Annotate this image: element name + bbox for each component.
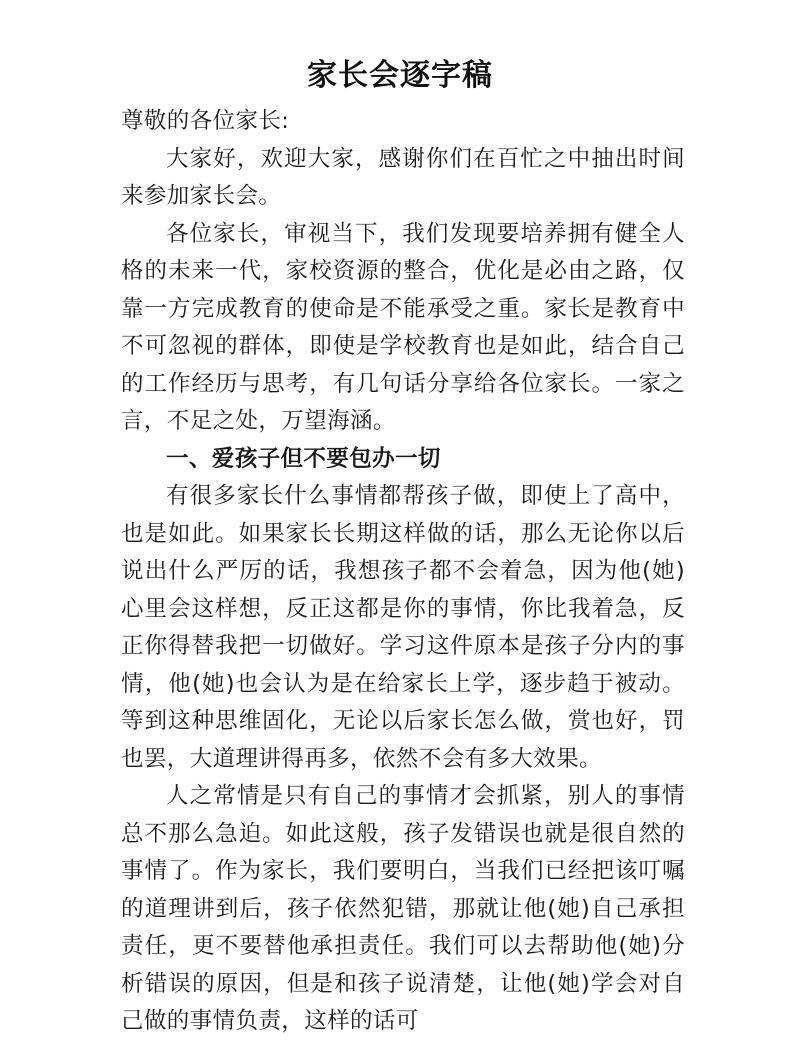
paragraph-welcome: 大家好，欢迎大家，感谢你们在百忙之中抽出时间来参加家长会。 (121, 145, 685, 209)
document-title: 家长会逐字稿 (307, 58, 493, 94)
greeting-line: 尊敬的各位家长: (121, 108, 290, 134)
document-body (121, 103, 685, 1041)
paragraph-section-one: 有很多家长什么事情都帮孩子做，即使上了高中，也是如此。如果家长长期这样做的话，那么无论你以后说出什么严厉的话，我想孩子都不会着急，因为他(她)心里会这样想，反正这都是你的事情，你比我着急，反正你得替我把一切做好。学习这件原本是孩子分内的事情，他(她)也会认为是在给家长上学，逐步趋于被动。等到这种思维固化，无论以后家长怎么做，赏也好，罚也罢，大道理讲得再多，依然不会有多大效果。 (121, 483, 685, 772)
paragraph-section-one-continued: 人之常情是只有自己的事情才会抓紧，别人的事情总不那么急迫。如此这般，孩子发错误也就是很自然的事情了。作为家长，我们要明白，当我们已经把该叮嘱的道理讲到后，孩子依然犯错，那就让他(她)自己承担责任，更不要替他承担责任。我们可以去帮助他(她)分析错误的原因，但是和孩子说清楚，让他(她)学会对自己做的事情负责，这样的话可 (121, 783, 685, 1034)
paragraph-introduction: 各位家长，审视当下，我们发现要培养拥有健全人格的未来一代，家校资源的整合，优化是必由之路，仅靠一方完成教育的使命是不能承受之重。家长是教育中不可忽视的群体，即使是学校教育也是如此，结合自己的工作经历与思考，有几句话分享给各位家长。一家之言，不足之处，万望海涵。 (121, 220, 685, 434)
section-heading: 一、爱孩子但不要包办一切 (166, 445, 441, 472)
